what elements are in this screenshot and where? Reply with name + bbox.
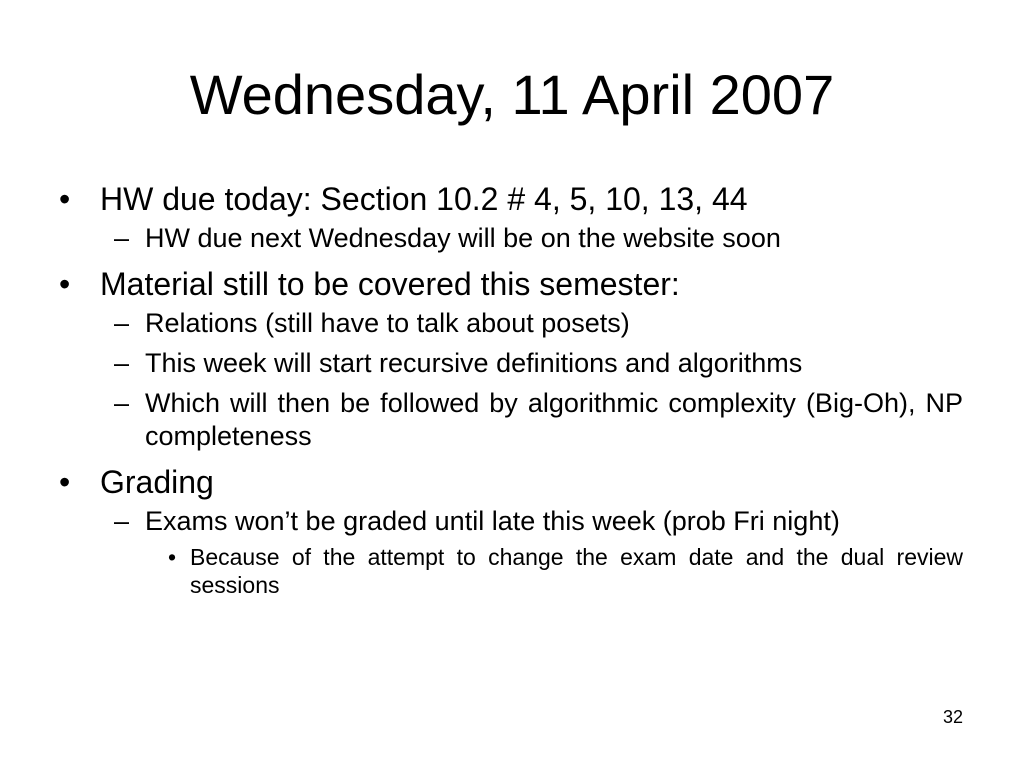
bullet-grading <box>56 460 963 504</box>
sub-bullet-text: This week will start recursive definitions and algorithms <box>145 348 803 378</box>
dash-marker: – <box>114 506 130 536</box>
dash-marker: – <box>114 308 130 338</box>
bullet-text: Grading <box>100 464 214 500</box>
bullet-text: HW due today: Section 10.2 # 4, 5, 10, 13, 44 <box>100 181 748 217</box>
sub-sub-bullet-exam-date-change <box>56 543 963 599</box>
bullet-text: Material still to be covered this semester: <box>100 266 680 302</box>
sub-bullet-text: Which will then be followed by algorithmic complexity (Big-Oh), NP completeness <box>145 388 963 451</box>
sub-bullet-relations <box>56 307 963 340</box>
bullet-marker: • <box>59 464 71 500</box>
bullet-hw-due-today <box>56 177 963 221</box>
sub-bullet-text: Exams won’t be graded until late this week (prob Fri night) <box>145 506 840 536</box>
dash-marker: – <box>114 388 130 418</box>
bullet-marker: • <box>59 181 71 217</box>
bullet-marker: • <box>59 266 71 302</box>
bullet-material-to-cover <box>56 262 963 306</box>
sub-bullet-text: HW due next Wednesday will be on the website soon <box>145 223 781 253</box>
bullet-marker: • <box>168 544 177 570</box>
dash-marker: – <box>114 348 130 378</box>
sub-bullet-algorithmic-complexity <box>56 387 963 453</box>
slide-body <box>56 177 963 599</box>
sub-bullet-hw-next-wednesday <box>56 222 963 255</box>
sub-sub-bullet-text: Because of the attempt to change the exam date and the dual review sessions <box>190 544 963 598</box>
slide-title: Wednesday, 11 April 2007 <box>189 63 835 126</box>
sub-bullet-exams-graded <box>56 505 963 538</box>
page-number: 32 <box>942 707 963 727</box>
dash-marker: – <box>114 223 130 253</box>
sub-bullet-recursive-definitions <box>56 347 963 380</box>
sub-bullet-text: Relations (still have to talk about posets) <box>145 308 630 338</box>
